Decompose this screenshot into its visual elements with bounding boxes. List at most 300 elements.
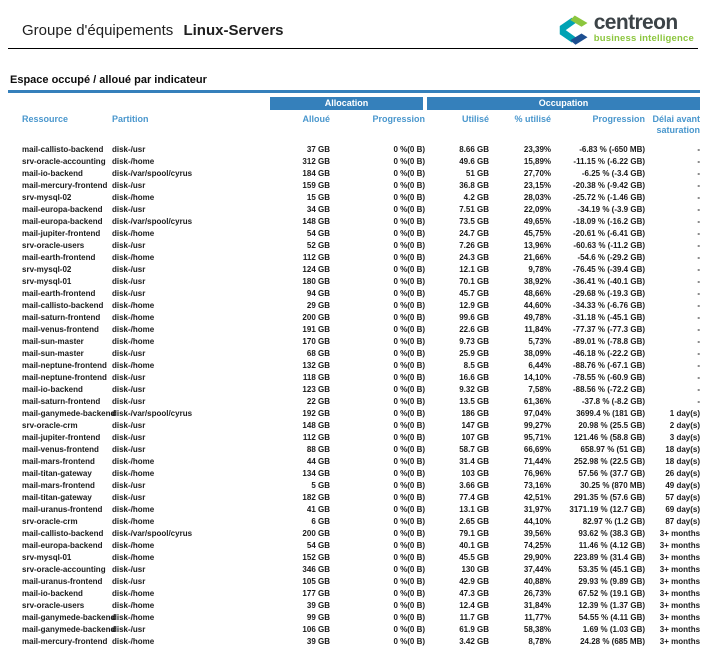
- saturation-delay-cell: 18 day(s): [665, 445, 701, 454]
- resource-cell: mail-callisto-backend: [22, 301, 104, 310]
- saturation-delay-cell: 3+ months: [659, 613, 701, 622]
- occupation-progression-cell: -54.6 % (-29.2 GB): [577, 253, 646, 262]
- occupation-progression-cell: -77.37 % (-77.3 GB): [572, 325, 646, 334]
- table-row: [22, 612, 700, 624]
- saturation-delay-cell: -: [697, 217, 701, 226]
- partition-cell: disk-/home: [112, 601, 155, 610]
- table-row: [22, 504, 700, 516]
- saturation-delay-cell: 69 day(s): [665, 505, 701, 514]
- allocation-progression-cell: 0 %(0 B): [393, 445, 426, 454]
- column-header-partition: Partition: [112, 114, 149, 124]
- allocated-cell: 44 GB: [306, 457, 330, 466]
- saturation-delay-cell: -: [697, 325, 701, 334]
- used-cell: 61.9 GB: [459, 625, 490, 634]
- resource-cell: mail-ganymede-backend: [22, 409, 116, 418]
- used-percent-cell: 76,96%: [523, 469, 552, 478]
- resource-cell: srv-oracle-crm: [22, 517, 78, 526]
- saturation-delay-cell: 3 day(s): [669, 433, 701, 442]
- used-percent-cell: 38,09%: [523, 349, 552, 358]
- table-row: [22, 636, 700, 648]
- used-percent-cell: 15,89%: [523, 157, 552, 166]
- table-row: [22, 300, 700, 312]
- allocated-cell: 88 GB: [306, 445, 330, 454]
- used-cell: 16.6 GB: [459, 373, 490, 382]
- used-cell: 3.42 GB: [459, 637, 490, 646]
- occupation-progression-cell: -18.09 % (-16.2 GB): [572, 217, 646, 226]
- saturation-delay-cell: 57 day(s): [665, 493, 701, 502]
- used-percent-cell: 97,04%: [523, 409, 552, 418]
- used-cell: 70.1 GB: [459, 277, 490, 286]
- resource-cell: mail-venus-frontend: [22, 445, 99, 454]
- used-cell: 45.7 GB: [459, 289, 490, 298]
- allocation-progression-cell: 0 %(0 B): [393, 289, 426, 298]
- saturation-delay-cell: -: [697, 157, 701, 166]
- allocation-progression-cell: 0 %(0 B): [393, 337, 426, 346]
- used-percent-cell: 31,84%: [523, 601, 552, 610]
- used-percent-cell: 29,90%: [523, 553, 552, 562]
- allocated-cell: 68 GB: [306, 349, 330, 358]
- used-cell: 130 GB: [461, 565, 490, 574]
- page-title: [22, 22, 284, 39]
- used-cell: 73.5 GB: [459, 217, 490, 226]
- table-row: [22, 336, 700, 348]
- partition-cell: disk-/usr: [112, 577, 146, 586]
- used-cell: 51 GB: [465, 169, 490, 178]
- allocation-progression-cell: 0 %(0 B): [393, 433, 426, 442]
- logo-brand-text: centreon: [593, 11, 678, 34]
- allocation-progression-cell: 0 %(0 B): [393, 517, 426, 526]
- saturation-delay-cell: -: [697, 337, 701, 346]
- saturation-delay-cell: -: [697, 205, 701, 214]
- allocated-cell: 132 GB: [302, 361, 330, 370]
- table-row: [22, 216, 700, 228]
- used-percent-cell: 58,38%: [523, 625, 552, 634]
- occupation-progression-cell: 82.97 % (1.2 GB): [582, 517, 646, 526]
- allocation-progression-cell: 0 %(0 B): [393, 145, 426, 154]
- used-cell: 99.6 GB: [459, 313, 490, 322]
- partition-cell: disk-/home: [112, 301, 155, 310]
- allocation-progression-cell: 0 %(0 B): [393, 265, 426, 274]
- allocation-progression-cell: 0 %(0 B): [393, 397, 426, 406]
- partition-cell: disk-/usr: [112, 373, 146, 382]
- partition-cell: disk-/home: [112, 361, 155, 370]
- resource-cell: srv-oracle-accounting: [22, 157, 106, 166]
- used-cell: 8.66 GB: [459, 145, 490, 154]
- column-header-progression-allocation: Progression: [372, 114, 426, 124]
- allocated-cell: 39 GB: [306, 601, 330, 610]
- resource-cell: srv-oracle-accounting: [22, 565, 106, 574]
- occupation-progression-cell: -76.45 % (-39.4 GB): [572, 265, 646, 274]
- header-body-spacer: [22, 137, 700, 144]
- allocation-progression-cell: 0 %(0 B): [393, 613, 426, 622]
- used-cell: 8.5 GB: [463, 361, 490, 370]
- saturation-delay-cell: -: [697, 265, 701, 274]
- partition-cell: disk-/usr: [112, 145, 146, 154]
- used-cell: 22.6 GB: [459, 325, 490, 334]
- allocated-cell: 152 GB: [302, 553, 330, 562]
- occupation-progression-cell: -31.18 % (-45.1 GB): [572, 313, 646, 322]
- occupation-progression-cell: -36.41 % (-40.1 GB): [572, 277, 646, 286]
- centreon-logo-icon: [556, 14, 589, 47]
- occupation-progression-cell: 291.35 % (57.6 GB): [573, 493, 646, 502]
- resource-cell: srv-mysql-01: [22, 553, 72, 562]
- partition-cell: disk-/home: [112, 313, 155, 322]
- used-cell: 107 GB: [461, 433, 490, 442]
- partition-cell: disk-/home: [112, 589, 155, 598]
- used-percent-cell: 71,44%: [523, 457, 552, 466]
- used-percent-cell: 44,10%: [523, 517, 552, 526]
- allocation-progression-cell: 0 %(0 B): [393, 601, 426, 610]
- used-percent-cell: 21,66%: [523, 253, 552, 262]
- partition-cell: disk-/var/spool/cyrus: [112, 217, 193, 226]
- partition-cell: disk-/usr: [112, 385, 146, 394]
- used-percent-cell: 42,51%: [523, 493, 552, 502]
- resource-cell: mail-ganymede-backend: [22, 625, 116, 634]
- used-cell: 103 GB: [461, 469, 490, 478]
- resource-cell: srv-mysql-01: [22, 277, 72, 286]
- resource-cell: mail-venus-frontend: [22, 325, 99, 334]
- saturation-delay-cell: 18 day(s): [665, 457, 701, 466]
- column-header-utilise: Utilisé: [462, 114, 490, 124]
- allocated-cell: 170 GB: [302, 337, 330, 346]
- partition-cell: disk-/home: [112, 337, 155, 346]
- partition-cell: disk-/home: [112, 517, 155, 526]
- occupation-progression-cell: 24.28 % (685 MB): [580, 637, 646, 646]
- logo-text: [594, 12, 694, 44]
- used-percent-cell: 40,88%: [523, 577, 552, 586]
- saturation-delay-cell: -: [697, 289, 701, 298]
- allocation-progression-cell: 0 %(0 B): [393, 193, 426, 202]
- used-percent-cell: 73,16%: [523, 481, 552, 490]
- allocated-cell: 182 GB: [302, 493, 330, 502]
- table-row: [22, 168, 700, 180]
- table-row: [22, 180, 700, 192]
- allocation-progression-cell: 0 %(0 B): [393, 469, 426, 478]
- allocated-cell: 94 GB: [306, 289, 330, 298]
- partition-cell: disk-/home: [112, 469, 155, 478]
- used-percent-cell: 9,78%: [528, 265, 552, 274]
- resource-cell: mail-europa-backend: [22, 217, 103, 226]
- allocated-cell: 192 GB: [302, 409, 330, 418]
- saturation-delay-cell: -: [697, 349, 701, 358]
- table-row: [22, 408, 700, 420]
- occupation-progression-cell: -89.01 % (-78.8 GB): [572, 337, 646, 346]
- occupation-progression-cell: -46.18 % (-22.2 GB): [572, 349, 646, 358]
- used-percent-cell: 49,78%: [523, 313, 552, 322]
- occupation-progression-cell: 12.39 % (1.37 GB): [578, 601, 646, 610]
- used-cell: 7.26 GB: [459, 241, 490, 250]
- centreon-logo: [556, 12, 694, 47]
- resource-cell: mail-io-backend: [22, 589, 83, 598]
- partition-cell: disk-/home: [112, 193, 155, 202]
- used-percent-cell: 14,10%: [523, 373, 552, 382]
- used-percent-cell: 45,75%: [523, 229, 552, 238]
- allocated-cell: 6 GB: [311, 517, 330, 526]
- used-percent-cell: 74,25%: [523, 541, 552, 550]
- occupation-progression-cell: 3699.4 % (181 GB): [576, 409, 646, 418]
- used-percent-cell: 5,73%: [528, 337, 552, 346]
- used-cell: 47.3 GB: [459, 589, 490, 598]
- used-percent-cell: 7,58%: [528, 385, 552, 394]
- table-row: [22, 264, 700, 276]
- page-title-group-name: Linux-Servers: [183, 22, 284, 39]
- allocation-progression-cell: 0 %(0 B): [393, 457, 426, 466]
- table-row: [22, 144, 700, 156]
- allocation-progression-cell: 0 %(0 B): [393, 169, 426, 178]
- table-row: [22, 588, 700, 600]
- table-row: [22, 228, 700, 240]
- saturation-delay-cell: -: [697, 181, 701, 190]
- allocated-cell: 54 GB: [306, 541, 330, 550]
- partition-cell: disk-/home: [112, 457, 155, 466]
- group-header-row: [22, 97, 700, 110]
- occupation-progression-cell: -88.76 % (-67.1 GB): [572, 361, 646, 370]
- allocated-cell: 177 GB: [302, 589, 330, 598]
- table-row: [22, 552, 700, 564]
- table-row: [22, 204, 700, 216]
- used-percent-cell: 27,70%: [523, 169, 552, 178]
- partition-cell: disk-/usr: [112, 349, 146, 358]
- occupation-progression-cell: 223.89 % (31.4 GB): [573, 553, 646, 562]
- group-header-occupation: Occupation: [425, 97, 700, 110]
- used-percent-cell: 95,71%: [523, 433, 552, 442]
- used-cell: 31.4 GB: [459, 457, 490, 466]
- used-percent-cell: 31,97%: [523, 505, 552, 514]
- used-cell: 11.7 GB: [459, 613, 490, 622]
- table-row: [22, 468, 700, 480]
- allocated-cell: 112 GB: [302, 433, 330, 442]
- occupation-progression-cell: -20.38 % (-9.42 GB): [572, 181, 646, 190]
- used-cell: 2.65 GB: [459, 517, 490, 526]
- allocation-progression-cell: 0 %(0 B): [393, 553, 426, 562]
- table-row: [22, 156, 700, 168]
- table-row: [22, 480, 700, 492]
- table-row: [22, 396, 700, 408]
- used-cell: 40.1 GB: [459, 541, 490, 550]
- page-header: [0, 0, 706, 48]
- allocated-cell: 123 GB: [302, 385, 330, 394]
- partition-cell: disk-/usr: [112, 625, 146, 634]
- table-row: [22, 348, 700, 360]
- table-row: [22, 252, 700, 264]
- used-cell: 9.73 GB: [459, 337, 490, 346]
- used-cell: 24.3 GB: [459, 253, 490, 262]
- allocation-progression-cell: 0 %(0 B): [393, 325, 426, 334]
- resource-cell: mail-callisto-backend: [22, 529, 104, 538]
- occupation-progression-cell: 3171.19 % (12.7 GB): [569, 505, 646, 514]
- table-row: [22, 312, 700, 324]
- occupation-progression-cell: 121.46 % (58.8 GB): [573, 433, 646, 442]
- table-row: [22, 420, 700, 432]
- partition-cell: disk-/home: [112, 505, 155, 514]
- table-row: [22, 516, 700, 528]
- allocated-cell: 159 GB: [302, 181, 330, 190]
- column-header-progression-occupation: Progression: [592, 114, 646, 124]
- allocated-cell: 124 GB: [302, 265, 330, 274]
- table-row: [22, 540, 700, 552]
- used-percent-cell: 11,84%: [524, 325, 552, 334]
- partition-cell: disk-/usr: [112, 397, 146, 406]
- column-header-delai-avant-saturation: Délai avant saturation: [652, 114, 701, 135]
- allocation-progression-cell: 0 %(0 B): [393, 505, 426, 514]
- resource-cell: mail-europa-backend: [22, 205, 103, 214]
- partition-cell: disk-/home: [112, 157, 155, 166]
- occupation-progression-cell: -25.72 % (-1.46 GB): [572, 193, 646, 202]
- partition-cell: disk-/home: [112, 253, 155, 262]
- allocated-cell: 346 GB: [302, 565, 330, 574]
- used-percent-cell: 13,96%: [523, 241, 552, 250]
- allocation-progression-cell: 0 %(0 B): [393, 493, 426, 502]
- allocated-cell: 41 GB: [306, 505, 330, 514]
- occupation-progression-cell: 658.97 % (51 GB): [580, 445, 646, 454]
- allocated-cell: 15 GB: [306, 193, 330, 202]
- allocation-progression-cell: 0 %(0 B): [393, 181, 426, 190]
- resource-cell: mail-uranus-frontend: [22, 577, 103, 586]
- used-percent-cell: 48,66%: [523, 289, 552, 298]
- table-row: [22, 492, 700, 504]
- partition-cell: disk-/home: [112, 325, 155, 334]
- partition-cell: disk-/usr: [112, 265, 146, 274]
- partition-cell: disk-/usr: [112, 493, 146, 502]
- allocated-cell: 134 GB: [302, 469, 330, 478]
- column-header-pct-utilise: % utilisé: [514, 114, 552, 124]
- occupation-progression-cell: 1.69 % (1.03 GB): [582, 625, 646, 634]
- used-percent-cell: 26,73%: [523, 589, 552, 598]
- saturation-delay-cell: -: [697, 397, 701, 406]
- allocated-cell: 148 GB: [302, 421, 330, 430]
- table-row: [22, 372, 700, 384]
- partition-cell: disk-/usr: [112, 481, 146, 490]
- occupation-progression-cell: -34.19 % (-3.9 GB): [577, 205, 646, 214]
- used-percent-cell: 39,56%: [523, 529, 552, 538]
- occupation-progression-cell: -78.55 % (-60.9 GB): [572, 373, 646, 382]
- allocation-progression-cell: 0 %(0 B): [393, 577, 426, 586]
- used-cell: 49.6 GB: [459, 157, 490, 166]
- partition-cell: disk-/var/spool/cyrus: [112, 409, 193, 418]
- allocation-progression-cell: 0 %(0 B): [393, 373, 426, 382]
- resource-cell: srv-oracle-users: [22, 241, 85, 250]
- saturation-delay-cell: 3+ months: [659, 637, 701, 646]
- occupation-progression-cell: -29.68 % (-19.3 GB): [572, 289, 646, 298]
- used-cell: 12.4 GB: [459, 601, 490, 610]
- allocation-progression-cell: 0 %(0 B): [393, 157, 426, 166]
- allocation-progression-cell: 0 %(0 B): [393, 241, 426, 250]
- table-row: [22, 384, 700, 396]
- saturation-delay-cell: 49 day(s): [665, 481, 701, 490]
- partition-cell: disk-/home: [112, 553, 155, 562]
- used-cell: 25.9 GB: [459, 349, 490, 358]
- saturation-delay-cell: -: [697, 253, 701, 262]
- allocation-progression-cell: 0 %(0 B): [393, 541, 426, 550]
- allocation-progression-cell: 0 %(0 B): [393, 529, 426, 538]
- group-header-spacer: [22, 97, 270, 110]
- allocation-progression-cell: 0 %(0 B): [393, 205, 426, 214]
- allocated-cell: 52 GB: [306, 241, 330, 250]
- occupation-progression-cell: 252.98 % (22.5 GB): [573, 457, 646, 466]
- table-row: [22, 288, 700, 300]
- used-cell: 36.8 GB: [459, 181, 490, 190]
- occupation-progression-cell: 29.93 % (9.89 GB): [578, 577, 646, 586]
- resource-cell: mail-earth-frontend: [22, 289, 96, 298]
- allocation-progression-cell: 0 %(0 B): [393, 361, 426, 370]
- saturation-delay-cell: -: [697, 385, 701, 394]
- allocated-cell: 29 GB: [306, 301, 330, 310]
- resource-cell: mail-jupiter-frontend: [22, 433, 101, 442]
- used-percent-cell: 28,03%: [523, 193, 552, 202]
- partition-cell: disk-/home: [112, 637, 155, 646]
- resource-cell: mail-sun-master: [22, 349, 84, 358]
- saturation-delay-cell: 3+ months: [659, 553, 701, 562]
- allocated-cell: 22 GB: [306, 397, 330, 406]
- allocation-progression-cell: 0 %(0 B): [393, 589, 426, 598]
- used-percent-cell: 22,09%: [523, 205, 552, 214]
- allocated-cell: 191 GB: [302, 325, 330, 334]
- occupation-progression-cell: -20.61 % (-6.41 GB): [572, 229, 646, 238]
- allocated-cell: 39 GB: [306, 637, 330, 646]
- resource-cell: srv-oracle-crm: [22, 421, 78, 430]
- allocated-cell: 37 GB: [306, 145, 330, 154]
- used-cell: 12.1 GB: [459, 265, 490, 274]
- resource-cell: mail-saturn-frontend: [22, 397, 101, 406]
- allocation-progression-cell: 0 %(0 B): [393, 229, 426, 238]
- saturation-delay-cell: 1 day(s): [669, 409, 701, 418]
- allocation-progression-cell: 0 %(0 B): [393, 421, 426, 430]
- partition-cell: disk-/usr: [112, 421, 146, 430]
- saturation-delay-cell: -: [697, 361, 701, 370]
- resource-cell: srv-oracle-users: [22, 601, 85, 610]
- allocated-cell: 106 GB: [302, 625, 330, 634]
- resource-cell: srv-mysql-02: [22, 265, 72, 274]
- group-header-allocation: Allocation: [270, 97, 425, 110]
- table-row: [22, 360, 700, 372]
- allocated-cell: 99 GB: [306, 613, 330, 622]
- allocated-cell: 148 GB: [302, 217, 330, 226]
- occupation-progression-cell: 30.25 % (870 MB): [580, 481, 646, 490]
- column-header-ressource: Ressource: [22, 114, 69, 124]
- saturation-delay-cell: -: [697, 313, 701, 322]
- resource-cell: mail-sun-master: [22, 337, 84, 346]
- resource-cell: mail-earth-frontend: [22, 253, 96, 262]
- allocated-cell: 184 GB: [302, 169, 330, 178]
- table-row: [22, 276, 700, 288]
- partition-cell: disk-/home: [112, 541, 155, 550]
- resource-cell: mail-mars-frontend: [22, 457, 95, 466]
- saturation-delay-cell: -: [697, 145, 701, 154]
- saturation-delay-cell: 3+ months: [659, 589, 701, 598]
- resource-cell: mail-titan-gateway: [22, 469, 92, 478]
- saturation-delay-cell: -: [697, 277, 701, 286]
- partition-cell: disk-/var/spool/cyrus: [112, 169, 193, 178]
- saturation-delay-cell: -: [697, 241, 701, 250]
- used-cell: 42.9 GB: [459, 577, 490, 586]
- occupation-progression-cell: -34.33 % (-6.76 GB): [572, 301, 646, 310]
- allocation-progression-cell: 0 %(0 B): [393, 625, 426, 634]
- partition-cell: disk-/usr: [112, 241, 146, 250]
- allocated-cell: 200 GB: [302, 313, 330, 322]
- table-row: [22, 624, 700, 636]
- allocated-cell: 34 GB: [306, 205, 330, 214]
- table-row: [22, 324, 700, 336]
- allocation-progression-cell: 0 %(0 B): [393, 277, 426, 286]
- resource-cell: mail-neptune-frontend: [22, 373, 107, 382]
- occupation-progression-cell: -6.83 % (-650 MB): [579, 145, 646, 154]
- occupation-progression-cell: 11.46 % (4.12 GB): [578, 541, 646, 550]
- allocated-cell: 118 GB: [302, 373, 330, 382]
- saturation-delay-cell: 87 day(s): [665, 517, 701, 526]
- saturation-delay-cell: 3+ months: [659, 625, 701, 634]
- used-cell: 24.7 GB: [459, 229, 490, 238]
- resource-cell: mail-jupiter-frontend: [22, 229, 101, 238]
